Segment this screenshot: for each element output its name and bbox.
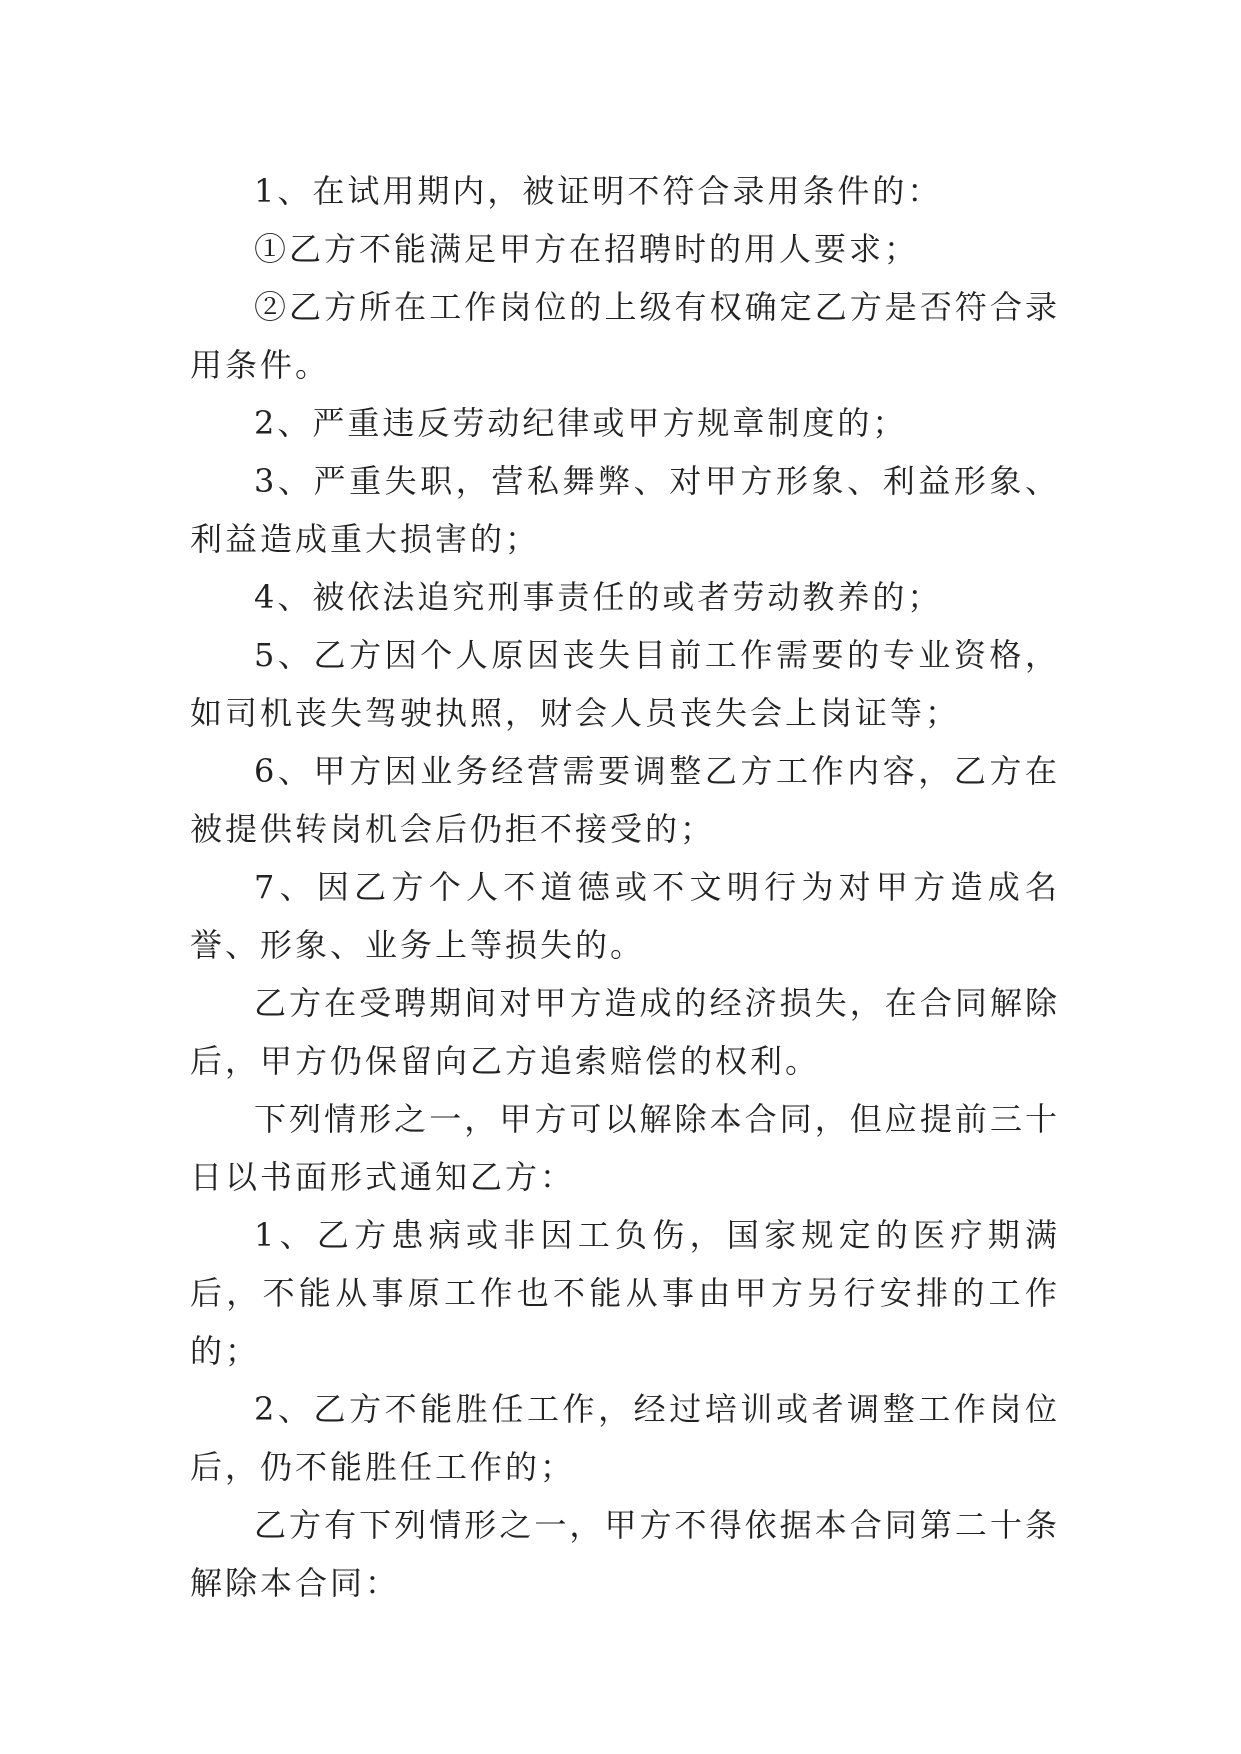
paragraph-notice-termination: 下列情形之一，甲方可以解除本合同，但应提前三十日以书面形式通知乙方：: [190, 1100, 1060, 1196]
paragraph-notice-item-1: 1、乙方患病或非因工负伤，国家规定的医疗期满后，不能从事原工作也不能从事由甲方另行安排的工作的；: [190, 1216, 1060, 1370]
paragraph-clause-4: 4、被依法追究刑事责任的或者劳动教养的；: [254, 578, 943, 616]
paragraph-compensation: 乙方在受聘期间对甲方造成的经济损失，在合同解除后，甲方仍保留向乙方追索赔偿的权利。: [190, 984, 1060, 1080]
paragraph-probation-clause: 1、在试用期内，被证明不符合录用条件的：: [254, 172, 943, 210]
paragraph-clause-6: 6、甲方因业务经营需要调整乙方工作内容，乙方在被提供转岗机会后仍拒不接受的；: [190, 752, 1060, 848]
paragraph-no-termination: 乙方有下列情形之一，甲方不得依据本合同第二十条解除本合同：: [190, 1506, 1060, 1602]
paragraph-clause-7: 7、因乙方个人不道德或不文明行为对甲方造成名誉、形象、业务上等损失的。: [190, 868, 1060, 964]
document-body: [190, 162, 1060, 1612]
paragraph-clause-2: 2、严重违反劳动纪律或甲方规章制度的；: [254, 404, 908, 442]
paragraph-sub-item-2: ②乙方所在工作岗位的上级有权确定乙方是否符合录用条件。: [190, 288, 1060, 384]
paragraph-clause-5: 5、乙方因个人原因丧失目前工作需要的专业资格，如司机丧失驾驶执照，财会人员丧失会上岗证等；: [190, 636, 1060, 732]
paragraph-notice-item-2: 2、乙方不能胜任工作，经过培训或者调整工作岗位后，仍不能胜任工作的；: [190, 1390, 1060, 1486]
paragraph-sub-item-1: ①乙方不能满足甲方在招聘时的用人要求；: [254, 230, 920, 268]
paragraph-clause-3: 3、严重失职，营私舞弊、对甲方形象、利益形象、利益造成重大损害的；: [190, 462, 1060, 558]
